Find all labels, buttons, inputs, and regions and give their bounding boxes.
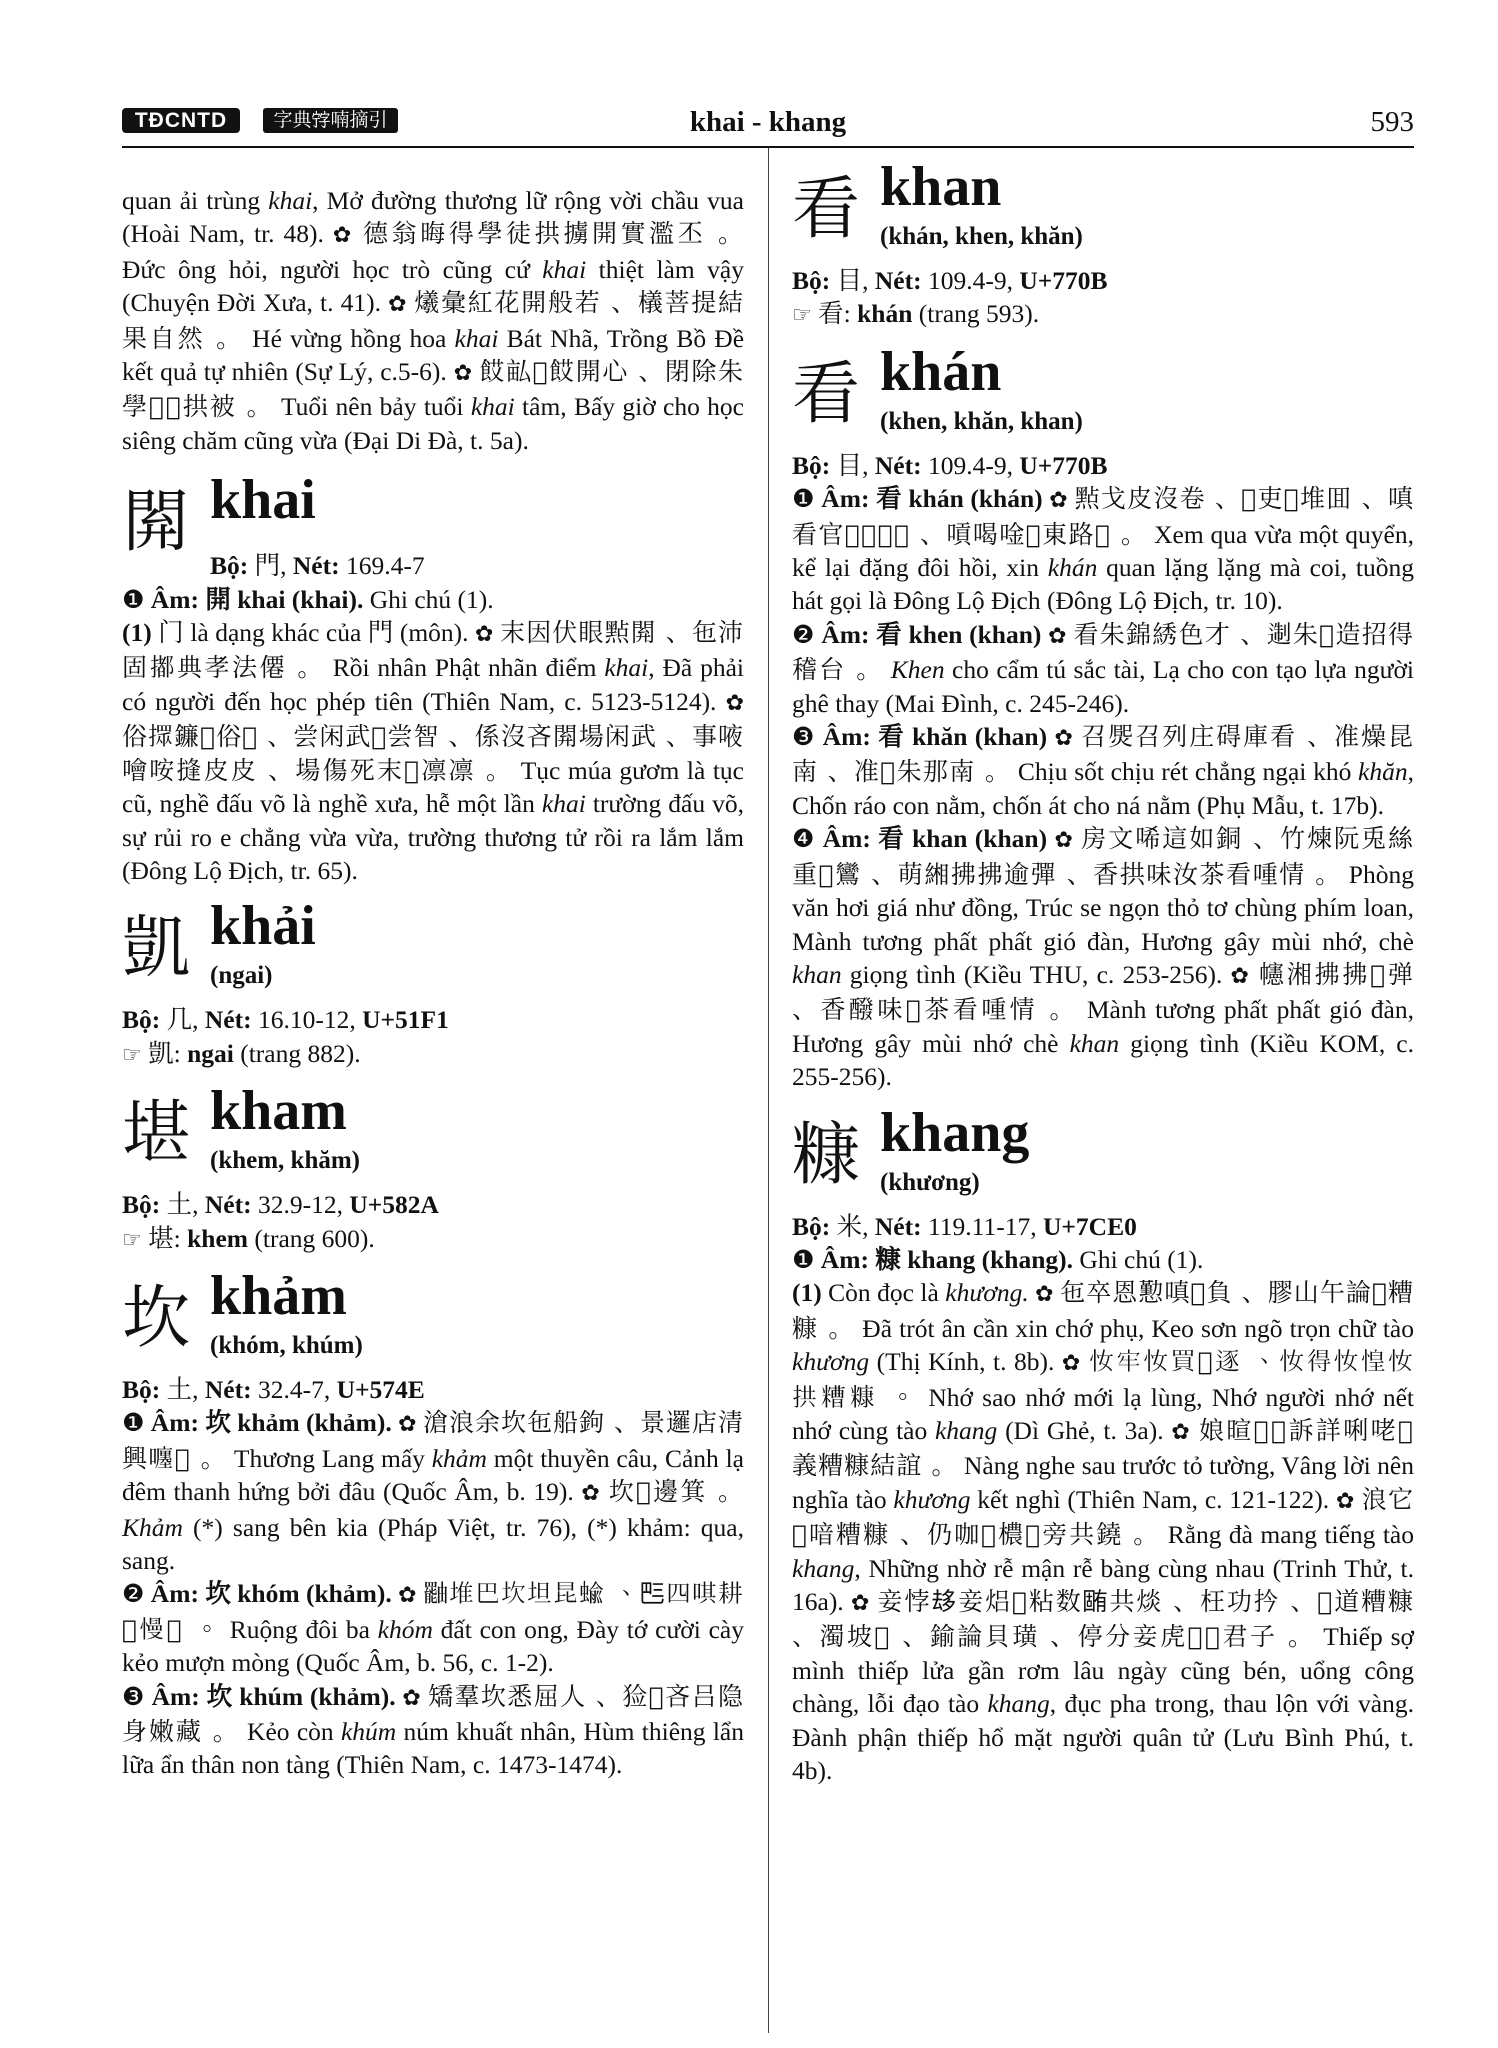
entry-khan — [792, 156, 1414, 333]
flower-icon: ✿ — [398, 1412, 417, 1438]
entry-headword: khan — [880, 156, 1002, 218]
entry-headword: khải — [210, 895, 316, 958]
nom-quote: 爔彙紅花開般若 、檥菩提結果自然 。 — [122, 288, 745, 353]
page-header — [122, 106, 1414, 146]
flower-icon: ✿ — [1049, 488, 1068, 514]
entry-khang — [792, 1102, 1414, 1788]
nom-quote: 𤳷堆巴坎坦昆蝓 、𠀧四唭耕𢬣慢𦗚 。 — [122, 1579, 745, 1644]
entry-character: 看 — [792, 170, 861, 249]
flower-icon: ✿ — [1171, 1419, 1192, 1445]
nom-quote: 𢖵牢𢖵買𨕭逐 、𢖵得𢖵惶𢖵拱糟糠 。 — [792, 1347, 1415, 1412]
reading: ❹ Âm: 看 khan (khan) ✿ 房文唏這如銅 、竹煉阮兎絲重𣘃鸞 、萌緗拂拂逾彈 、香拱味汝茶看喠情 。 Phòng văn hơi giá như đồng, Trúc se ngọn thỏ tơ chùng phím loan, Mành tương phất phất gió đàn, Hương gây mùi nhớ, chè khan giọng tình (Kiều THU, c. 253-256). ✿ 幰湘拂拂𩙌弹 、香醱味𢖵茶看喠情 。 Mành tương phất phất gió đàn, Hương gây mùi nhớ chè khan giọng tình (Kiều KOM, c. 255-256). — [792, 824, 1415, 1092]
alternate-readings: (khen, khăn, khan) — [880, 407, 1083, 435]
flower-icon: ✿ — [725, 690, 744, 716]
cross-reference[interactable]: ☞ 堪: khem (trang 600). — [122, 1223, 375, 1253]
note: (1) 门 là dạng khác của 門 (môn). ✿ 末因伏眼㸃閞 、㐌沛固𢵋典孝法僊 。 Rồi nhân Phật nhãn điểm khai, Đã phải có người đến học phép tiên (Thiên Nam, c. 5123-5124). ✿ 俗𢶢鐮𢀨俗𢬣 、尝闲武𢀨尝智 、係沒吝閞場闲武 、事㖡噲咹摓皮皮 、場傷死末𡗉凛凛 。 Tục múa gươm là tục cũ, nghề đấu võ là nghề xưa, hễ một lần khai trường đấu võ, sự rủi ro e chẳng vừa vừa, trường thương tử rồi ra lắm lắm (Đông Lộ Địch, tr. 65). — [122, 618, 745, 885]
reading: ❸ Âm: 看 khăn (khan) ✿ 召㷗召列庄碍庫看 、准燥昆南 、准𣸵朱那南 。 Chịu sốt chịu rét chẳng ngại khó khăn, Chốn ráo con nằm, chốn át cho ná nằm (Phụ Mẫu, t. 17b). — [792, 722, 1415, 820]
nom-quote: 德翁晦得學徒拱擄開實濫丕 。 — [362, 219, 744, 249]
nom-quote: 㐌卒恩懃嗔𢫟負 、膠山午論𢪀糟糠 。 — [792, 1278, 1415, 1343]
reading: ❸ Âm: 坎 khúm (khảm). ✿ 矯羣坎悉屈人 、猃𠸗吝吕隐身嫩藏 。 Kẻo còn khúm núm khuất nhân, Hùm thiêng lẩn lữa ẩn thân non tàng (Thiên Nam, c. 1473-1474). — [122, 1681, 745, 1780]
nom-quote: 末因伏眼㸃閞 、㐌沛固𢵋典孝法僊 。 — [122, 618, 745, 683]
running-head: khai - khang — [689, 106, 847, 138]
entry-character: 堪 — [122, 1094, 191, 1174]
alternate-readings: (khán, khen, khăn) — [880, 223, 1083, 250]
flower-icon: ✿ — [581, 1481, 602, 1507]
radical-stroke-line: Bộ: 目, Nét: 109.4-9, U+770B — [792, 450, 1108, 480]
reading: ❶ Âm: 看 khán (khán) ✿ 㸃戈皮沒卷 、𠳚吏𨖅堆囬 、嗔看官𢺺𢺺𢈱𥇹 、嗊喝唫𢀨東路𨔈 。 Xem qua vừa một quyển, kể lại đặng đôi hồi, xin khán quan lặng lặng mà coi, tuồng hát gọi là Đông Lộ Địch (Đông Lộ Địch, tr. 10). — [792, 484, 1414, 616]
entry-headword: khán — [880, 340, 1002, 403]
reading: ❶ Âm: 糠 khang (khang). Ghi chú (1). — [792, 1244, 1204, 1274]
nom-quote: 看朱錦綉色才 、𨔈朱𣊾造招得稽台 。 — [792, 619, 1415, 685]
flower-icon: ✿ — [398, 1583, 417, 1609]
reading: ❶ Âm: 開 khai (khai). Ghi chú (1). — [122, 584, 494, 614]
reading: ❷ Âm: 坎 khóm (khảm). ✿ 𤳷堆巴坎坦昆蝓 、𠀧四唭耕𢬣慢𦗚 。 Ruộng đôi ba khóm đất con ong, Đày tớ cười cày kẻo mượn mòng (Quốc Âm, b. 56, c. 1-2). — [122, 1579, 745, 1678]
entry-character: 看 — [792, 354, 861, 434]
entry-khai-hook — [122, 895, 744, 1072]
right-column — [792, 156, 1414, 1787]
nom-quote: 幰湘拂拂𩙌弹 、香醱味𢖵茶看喠情 。 — [792, 959, 1415, 1025]
alternate-readings: (khương) — [880, 1168, 980, 1196]
entry-kham-hook — [122, 1265, 744, 1782]
entry-character: 糠 — [792, 1115, 861, 1195]
flower-icon: ✿ — [1230, 963, 1251, 989]
entry-headword: khảm — [210, 1264, 347, 1327]
page-number: 593 — [1370, 106, 1414, 138]
alternate-readings: (ngai) — [210, 962, 273, 990]
nom-quote: 坎𨖲邊箕 。 — [608, 1477, 744, 1507]
reading: ❶ Âm: 坎 khảm (khảm). ✿ 滄浪余坎㐌船鉤 、景邏店清興𡃚𢚷 。 Thương Lang mấy khảm một thuyền câu, Cảnh lạ đêm thanh hứng bởi đâu (Quốc Âm, b. 19). ✿ 坎𨖲邊箕 。 Khảm (*) sang bên kia (Pháp Việt, tr. 76), (*) khảm: qua, sang. — [122, 1408, 745, 1575]
entry-khan-acute — [792, 341, 1414, 1094]
continued-entry: quan ải trùng khai, Mở đường thương lữ rộng vời chầu vua (Hoài Nam, tr. 48). ✿ 德翁晦得學徒拱擄開實濫丕 。 Đức ông hỏi, người học trò cũng cứ khai thiệt làm vậy (Chuyện Đời Xưa, t. 41). ✿ 爔彙紅花開般若 、檥菩提結果自然 。 Hé vừng hồng hoa khai Bát Nhã, Trồng Bồ Đề kết quả tự nhiên (Sự Lý, c.5-6). ✿ 餀畆𥚯餀開心 、閉除朱學𢙇𢢲拱被 。 Tuổi nên bảy tuổi khai tâm, Bấy giờ cho học siêng chăm cũng vừa (Đại Di Đà, t. 5a). — [122, 186, 745, 455]
entry-character: 坎 — [122, 1278, 191, 1358]
radical-stroke-line: Bộ: 米, Nét: 119.11-17, U+7CE0 — [792, 1211, 1137, 1241]
flower-icon: ✿ — [402, 1685, 422, 1711]
entry-khai — [122, 469, 744, 887]
radical-stroke-line: Bộ: 土, Nét: 32.9-12, U+582A — [122, 1190, 439, 1220]
nom-quote: 㸃戈皮沒卷 、𠳚吏𨖅堆囬 、嗔看官𢺺𢺺𢈱𥇹 、嗊喝唫𢀨東路𨔈 。 — [792, 484, 1414, 549]
radical-stroke-line: Bộ: 門, Nét: 169.4-7 — [210, 551, 425, 581]
radical-stroke-line: Bộ: 土, Nét: 32.4-7, U+574E — [122, 1374, 425, 1404]
alternate-readings: (khóm, khúm) — [210, 1331, 363, 1359]
entry-character: 閞 — [122, 483, 191, 563]
entry-headword: khang — [880, 1101, 1030, 1164]
pointing-hand-icon: ☞ — [122, 1227, 142, 1253]
entry-headword: khai — [210, 469, 316, 532]
entry-headword: kham — [210, 1080, 347, 1143]
dictionary-logo: TĐCNTD — [122, 108, 240, 133]
nom-quote: 浪它𢪀喑糟糠 、仍咖𣳔檂𣳔旁共鐃 。 — [792, 1484, 1415, 1550]
reading: ❷ Âm: 看 khen (khan) ✿ 看朱錦綉色才 、𨔈朱𣊾造招得稽台 。 Khen cho cẩm tú sắc tài, Lạ cho con tạo lựa người ghê thay (Mai Đình, c. 245-246). — [792, 619, 1415, 718]
flower-icon: ✿ — [475, 622, 494, 648]
nom-quote: 俗𢶢鐮𢀨俗𢬣 、尝闲武𢀨尝智 、係沒吝閞場闲武 、事㖡噲咹摓皮皮 、場傷死末𡗉凛凛 。 — [122, 722, 744, 785]
note: (1) Còn đọc là khương. ✿ 㐌卒恩懃嗔𢫟負 、膠山午論𢪀糟糠 。 Đã trót ân cần xin chớ phụ, Keo sơn ngõ trọn chữ tào khương (Thị Kính, t. 8b). ✿ 𢖵牢𢖵買𨕭逐 、𢖵得𢖵惶𢖵拱糟糠 。 Nhớ sao nhớ mới lạ lùng, Nhớ người nhớ nết nhớ cùng tào khang (Dì Ghẻ, t. 3a). ✿ 娘暄𨎠𨋣訴詳唎咾𩈘義糟糠結誼 。 Nàng nghe sau trước tỏ tường, Vâng lời nên nghĩa tào khương kết nghì (Thiên Nam, c. 121-122). ✿ 浪它𢪀喑糟糠 、仍咖𣳔檂𣳔旁共鐃 。 Rằng đà mang tiếng tào khang, Những nhờ rễ mận rễ bàng cùng nhau (Trinh Thử, t. 16a). ✿ 妾悖𠫾妾焒𣇜粘数𣎏共㷋 、枉功扲 、𩈘道糟糠 、濁坡𨐅 、鍮論貝璜 、停分妾虎𩈘𢵋君子 。 Thiếp sợ mình thiếp lửa gần rơm lâu ngày cũng bén, uổng công chàng, lỗi đạo tào khang, đục pha trong, thau lộn với vàng. Đành phận thiếp hổ mặt người quân tử (Lưu Bình Phú, t. 4b). — [792, 1278, 1415, 1786]
radical-stroke-line: Bộ: 几, Nét: 16.10-12, U+51F1 — [122, 1005, 449, 1035]
alternate-readings: (khem, khăm) — [210, 1147, 361, 1175]
radical-stroke-line: Bộ: 目, Nét: 109.4-9, U+770B — [792, 266, 1108, 295]
nom-quote: 餀畆𥚯餀開心 、閉除朱學𢙇𢢲拱被 。 — [122, 357, 745, 422]
left-column — [122, 184, 744, 1782]
flower-icon: ✿ — [850, 1591, 871, 1616]
nom-quote: 娘暄𨎠𨋣訴詳唎咾𩈘義糟糠結誼 。 — [792, 1415, 1415, 1481]
flower-icon: ✿ — [1335, 1488, 1355, 1514]
entry-kham — [122, 1080, 744, 1257]
flower-icon: ✿ — [453, 361, 473, 387]
nom-quote: 房文唏這如銅 、竹煉阮兎絲重𣘃鸞 、萌緗拂拂逾彈 、香拱味汝茶看喠情 。 — [792, 824, 1415, 889]
pointing-hand-icon: ☞ — [122, 1042, 142, 1068]
nom-quote: 妾悖𠫾妾焒𣇜粘数𣎏共㷋 、枉功扲 、𩈘道糟糠 、濁坡𨐅 、鍮論貝璜 、停分妾虎𩈘𢵋君子 。 — [792, 1587, 1415, 1652]
column-divider — [768, 148, 769, 2033]
flower-icon: ✿ — [1054, 828, 1074, 854]
flower-icon: ✿ — [1048, 623, 1067, 649]
nom-quote: 矯羣坎悉屈人 、猃𠸗吝吕隐身嫩藏 。 — [122, 1681, 745, 1746]
nom-quote: 滄浪余坎㐌船鉤 、景邏店清興𡃚𢚷 。 — [122, 1408, 745, 1473]
nom-quote: 召㷗召列庄碍庫看 、准燥昆南 、准𣸵朱那南 。 — [792, 722, 1415, 787]
cross-reference[interactable]: ☞ 凱: ngai (trang 882). — [122, 1038, 361, 1068]
flower-icon: ✿ — [1035, 1282, 1054, 1308]
entry-character: 凱 — [122, 909, 191, 989]
dictionary-logo-nom: 字典𡨸喃摘引 — [263, 108, 398, 133]
cross-reference[interactable]: ☞ 看: khán (trang 593). — [792, 299, 1040, 329]
flower-icon: ✿ — [1054, 726, 1074, 752]
pointing-hand-icon: ☞ — [792, 303, 812, 329]
flower-icon: ✿ — [1061, 1351, 1082, 1377]
flower-icon: ✿ — [332, 223, 354, 249]
flower-icon: ✿ — [388, 292, 408, 318]
